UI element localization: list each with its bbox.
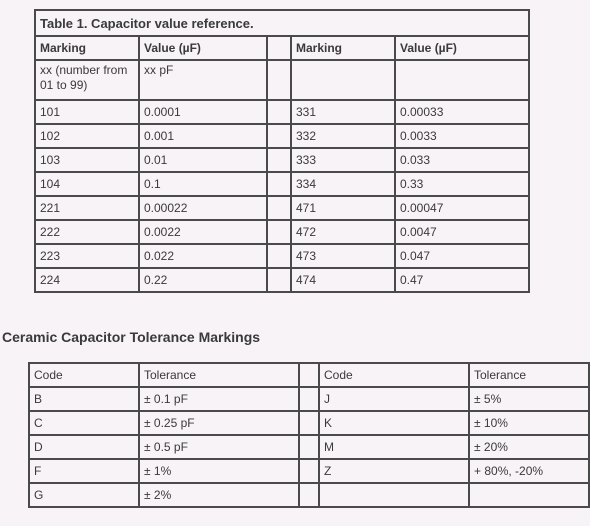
value-cell: 0.22 [139,268,267,292]
value-cell [395,60,529,100]
value-cell: 0.00047 [395,196,529,220]
column-header-value: Value (µF) [139,36,267,60]
spacer-cell [299,363,319,387]
marking-cell: xx (number from 01 to 99) [35,60,139,100]
marking-cell: 474 [291,268,395,292]
table-row [29,483,589,507]
code-cell: B [29,387,139,411]
marking-cell: 333 [291,148,395,172]
spacer-cell [299,483,319,507]
code-cell: M [319,435,469,459]
column-header-code: Code [29,363,139,387]
spacer-cell [299,387,319,411]
column-header-tolerance: Tolerance [139,363,299,387]
section-heading: Ceramic Capacitor Tolerance Markings [2,329,261,345]
spacer-cell [267,268,291,292]
spacer-cell [267,196,291,220]
marking-cell: 104 [35,172,139,196]
marking-cell: 472 [291,220,395,244]
value-cell: xx pF [139,60,267,100]
value-cell: 0.0047 [395,220,529,244]
tolerance-cell: ± 20% [469,435,589,459]
tolerance-cell [469,483,589,507]
spacer-cell [267,100,291,124]
spacer-cell [267,172,291,196]
table-row [35,124,529,148]
spacer-cell [299,435,319,459]
code-cell [319,483,469,507]
table-row [35,244,529,268]
column-header-marking-2: Marking [291,36,395,60]
marking-cell [291,60,395,100]
value-cell: 0.1 [139,172,267,196]
value-cell: 0.0001 [139,100,267,124]
marking-cell: 102 [35,124,139,148]
value-cell: 0.01 [139,148,267,172]
marking-cell: 101 [35,100,139,124]
marking-cell: 471 [291,196,395,220]
table-header-row [29,363,589,387]
code-cell: F [29,459,139,483]
tolerance-cell: ± 0.5 pF [139,435,299,459]
value-cell: 0.47 [395,268,529,292]
table-row [29,435,589,459]
tolerance-cell: ± 0.1 pF [139,387,299,411]
value-cell: 0.00033 [395,100,529,124]
marking-cell: 221 [35,196,139,220]
table-row [35,268,529,292]
spacer-cell [299,411,319,435]
marking-cell: 331 [291,100,395,124]
tolerance-cell: ± 10% [469,411,589,435]
code-cell: G [29,483,139,507]
code-cell: K [319,411,469,435]
marking-cell: 222 [35,220,139,244]
value-cell: 0.00022 [139,196,267,220]
table-row [35,148,529,172]
table-caption: Table 1. Capacitor value reference. [35,10,529,36]
tolerance-cell: ± 2% [139,483,299,507]
value-cell: 0.0033 [395,124,529,148]
marking-cell: 473 [291,244,395,268]
capacitor-value-table [34,9,530,293]
value-cell: 0.033 [395,148,529,172]
table-caption-row [35,10,529,36]
value-cell: 0.0022 [139,220,267,244]
tolerance-cell: ± 5% [469,387,589,411]
value-cell: 0.047 [395,244,529,268]
code-cell: J [319,387,469,411]
tolerance-cell: + 80%, -20% [469,459,589,483]
spacer-cell [267,124,291,148]
tolerance-cell: ± 0.25 pF [139,411,299,435]
table-row [35,100,529,124]
tolerance-table [28,362,590,508]
marking-cell: 224 [35,268,139,292]
table-row [35,60,529,100]
table-row [29,411,589,435]
marking-cell: 103 [35,148,139,172]
column-header-marking: Marking [35,36,139,60]
table-row [35,220,529,244]
spacer-cell [267,244,291,268]
value-cell: 0.33 [395,172,529,196]
column-header-code-2: Code [319,363,469,387]
spacer-cell [267,36,291,60]
table-row [29,387,589,411]
tolerance-cell: ± 1% [139,459,299,483]
spacer-cell [267,148,291,172]
code-cell: Z [319,459,469,483]
table-row [35,196,529,220]
table-row [29,459,589,483]
value-cell: 0.022 [139,244,267,268]
column-header-tolerance-2: Tolerance [469,363,589,387]
marking-cell: 334 [291,172,395,196]
column-header-value-2: Value (µF) [395,36,529,60]
table-row [35,172,529,196]
marking-cell: 223 [35,244,139,268]
code-cell: D [29,435,139,459]
spacer-cell [299,459,319,483]
value-cell: 0.001 [139,124,267,148]
code-cell: C [29,411,139,435]
marking-cell: 332 [291,124,395,148]
spacer-cell [267,60,291,100]
table-header-row [35,36,529,60]
spacer-cell [267,220,291,244]
